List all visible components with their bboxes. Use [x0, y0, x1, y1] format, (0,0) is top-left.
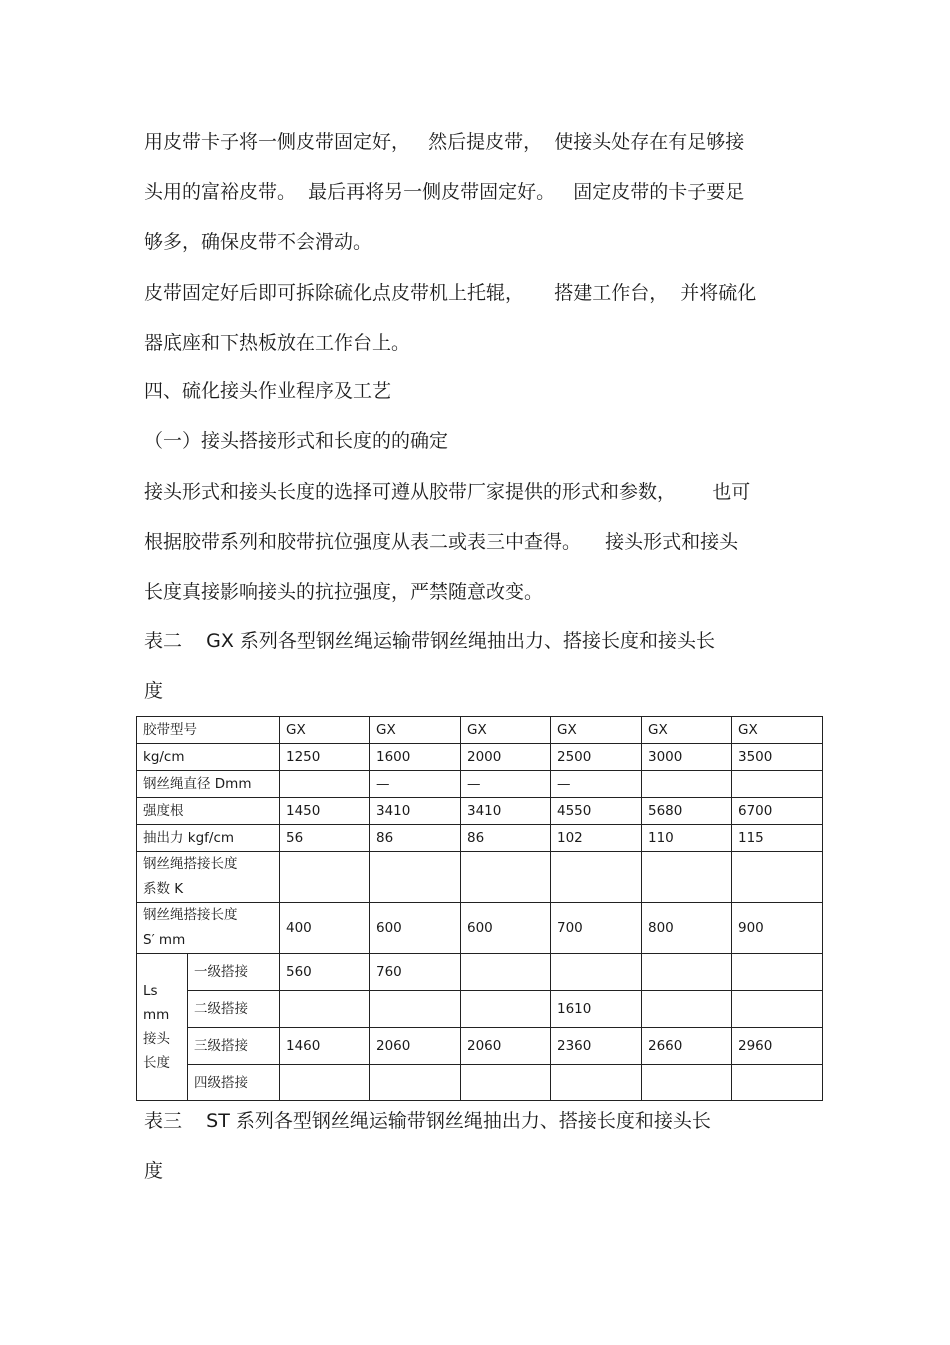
subsection-heading: （一）接头搭接形式和长度的的确定 [144, 430, 449, 452]
row-header [137, 903, 280, 954]
ls-header-line: 接头 [143, 1031, 170, 1047]
paragraph-line: 根据胶带系列和胶带抗位强度从表二或表三中查得。 接头形式和接头 [144, 531, 739, 553]
table-caption: 表三 ST 系列各型钢丝绳运输带钢丝绳抽出力、搭接长度和接头长 [144, 1110, 711, 1132]
table-cell [280, 771, 370, 798]
paragraph-line: 头用的富裕皮带。 最后再将另一侧皮带固定好。 固定皮带的卡子要足 [144, 181, 745, 203]
table-cell: GX [642, 717, 732, 744]
table-caption: 度 [144, 680, 164, 702]
table-row [137, 903, 823, 954]
row-subheader: 二级搭接 [188, 991, 280, 1028]
table-row [137, 1065, 823, 1101]
paragraph-line: 皮带固定好后即可拆除硫化点皮带机上托辊， 搭建工作台， 并将硫化 [144, 282, 757, 304]
table-cell: 600 [370, 903, 461, 954]
table-row [137, 825, 823, 852]
table-cell: 56 [280, 825, 370, 852]
table-row [137, 1028, 823, 1065]
table-cell [732, 1065, 823, 1101]
table-cell [551, 1065, 642, 1101]
table-cell [280, 991, 370, 1028]
table-cell [370, 852, 461, 903]
table-cell: 3410 [461, 798, 551, 825]
row-header: 钢丝绳直径 Dmm [137, 771, 280, 798]
table-cell: 400 [280, 903, 370, 954]
table-cell: 86 [461, 825, 551, 852]
table-cell: 1450 [280, 798, 370, 825]
table-row [137, 852, 823, 903]
table-cell [732, 852, 823, 903]
table-cell: — [461, 771, 551, 798]
table-row [137, 771, 823, 798]
table-cell: 5680 [642, 798, 732, 825]
row-header: kg/cm [137, 744, 280, 771]
table-cell: GX [370, 717, 461, 744]
table-cell [642, 954, 732, 991]
paragraph-line: 接头形式和接头长度的选择可遵从胶带厂家提供的形式和参数， 也可 [144, 481, 751, 503]
table-cell [642, 1065, 732, 1101]
table-row [137, 744, 823, 771]
gx-spec-table [136, 716, 823, 1101]
table-cell [551, 954, 642, 991]
table-cell: 560 [280, 954, 370, 991]
table-cell: 2960 [732, 1028, 823, 1065]
table-caption: 度 [144, 1160, 164, 1182]
table-cell: 2360 [551, 1028, 642, 1065]
table-cell: 2060 [370, 1028, 461, 1065]
ls-header-line: 长度 [143, 1055, 170, 1071]
table-cell: 1600 [370, 744, 461, 771]
row-subheader: 三级搭接 [188, 1028, 280, 1065]
paragraph-line: 长度真接影响接头的抗拉强度，严禁随意改变。 [144, 581, 544, 603]
ls-header-line: Ls [143, 983, 158, 999]
table-cell: 3500 [732, 744, 823, 771]
table-cell: 6700 [732, 798, 823, 825]
table-cell: 3000 [642, 744, 732, 771]
row-subheader: 四级搭接 [188, 1065, 280, 1101]
ls-group-header [137, 954, 188, 1101]
table-cell: 1250 [280, 744, 370, 771]
table-cell: — [370, 771, 461, 798]
table-row [137, 717, 823, 744]
table-cell: 800 [642, 903, 732, 954]
row-header [137, 852, 280, 903]
section-heading: 四、硫化接头作业程序及工艺 [144, 380, 392, 402]
table-cell: 1460 [280, 1028, 370, 1065]
table-cell [732, 991, 823, 1028]
table-cell [461, 1065, 551, 1101]
table-cell [461, 852, 551, 903]
table-cell: 700 [551, 903, 642, 954]
table-cell [732, 771, 823, 798]
table-cell [461, 991, 551, 1028]
table-row [137, 991, 823, 1028]
table-cell: 2660 [642, 1028, 732, 1065]
table-cell: 760 [370, 954, 461, 991]
paragraph-line: 够多，确保皮带不会滑动。 [144, 231, 373, 253]
table-cell: 102 [551, 825, 642, 852]
row-header: 强度根 [137, 798, 280, 825]
table-cell [642, 852, 732, 903]
table-cell: 1610 [551, 991, 642, 1028]
table-cell: 110 [642, 825, 732, 852]
table-cell: 3410 [370, 798, 461, 825]
table-cell [732, 954, 823, 991]
table-cell [280, 852, 370, 903]
table-cell: GX [732, 717, 823, 744]
table-cell [551, 852, 642, 903]
table-cell: 900 [732, 903, 823, 954]
table-cell: GX [461, 717, 551, 744]
table-caption: 表二 GX 系列各型钢丝绳运输带钢丝绳抽出力、搭接长度和接头长 [144, 630, 715, 652]
table-cell: 86 [370, 825, 461, 852]
table-row [137, 954, 823, 991]
table-cell: 115 [732, 825, 823, 852]
paragraph-line: 器底座和下热板放在工作台上。 [144, 332, 411, 354]
row-header: 抽出力 kgf/cm [137, 825, 280, 852]
table-cell: 2000 [461, 744, 551, 771]
row-subheader: 一级搭接 [188, 954, 280, 991]
table-cell [642, 771, 732, 798]
ls-header-line: mm [143, 1007, 170, 1023]
row-header-line: 系数 K [143, 881, 184, 897]
table-cell: — [551, 771, 642, 798]
table-cell [642, 991, 732, 1028]
table-cell: 2060 [461, 1028, 551, 1065]
table-cell: 600 [461, 903, 551, 954]
row-header-line: 钢丝绳搭接长度 [143, 907, 238, 923]
row-header-line: S′ mm [143, 932, 186, 948]
table-cell: GX [551, 717, 642, 744]
paragraph-line: 用皮带卡子将一侧皮带固定好， 然后提皮带， 使接头处存在有足够接 [144, 131, 745, 153]
table-cell [370, 991, 461, 1028]
table-cell [280, 1065, 370, 1101]
row-header-line: 钢丝绳搭接长度 [143, 856, 238, 872]
table-cell [370, 1065, 461, 1101]
table-row [137, 798, 823, 825]
table-cell: 4550 [551, 798, 642, 825]
table-cell: GX [280, 717, 370, 744]
table-cell: 2500 [551, 744, 642, 771]
row-header: 胶带型号 [137, 717, 280, 744]
table-cell [461, 954, 551, 991]
